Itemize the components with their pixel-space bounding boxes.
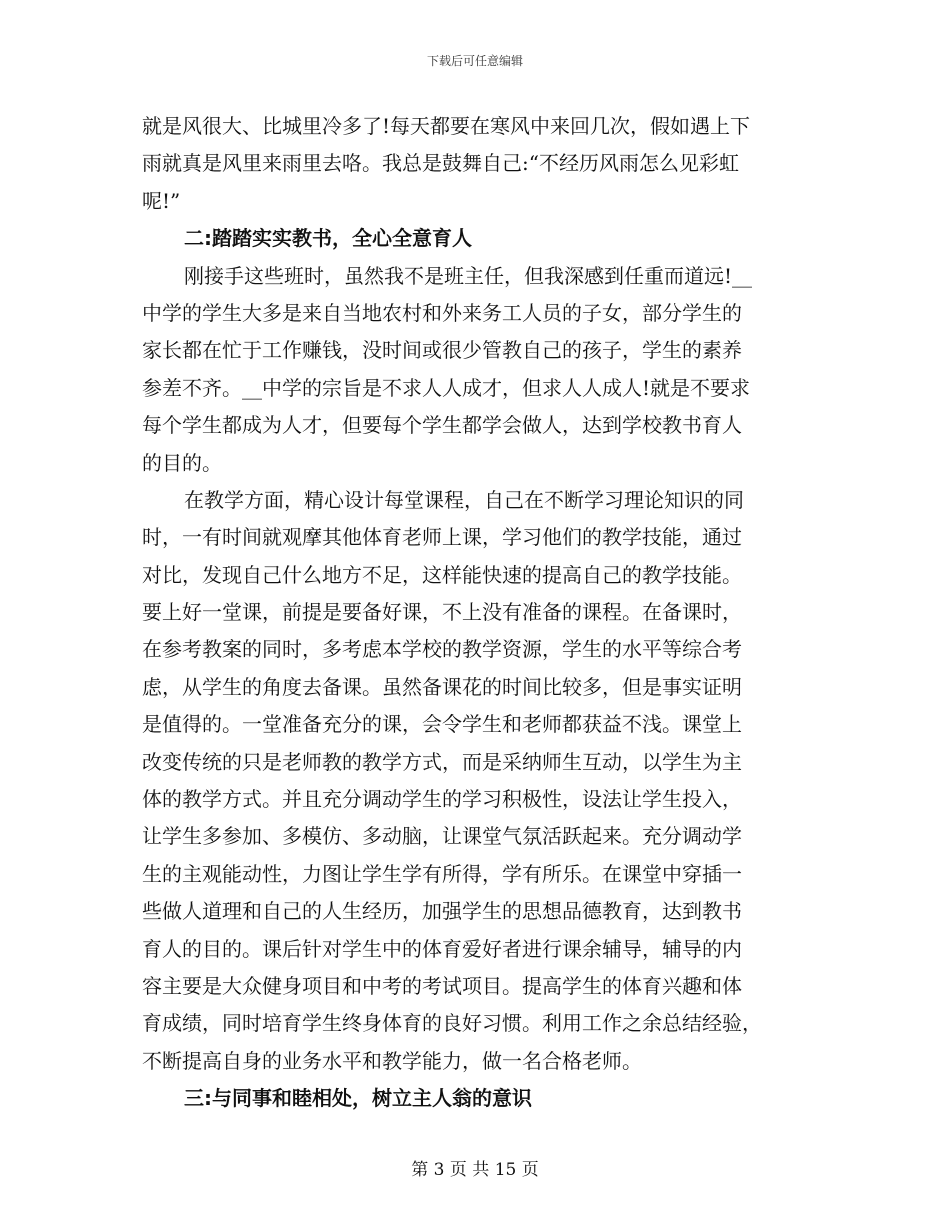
page-header-note: 下载后可任意编辑 — [426, 54, 523, 68]
text-line: 参差不齐。__中学的宗旨是不求人人成才，但求人人成人!就是不要求 — [142, 375, 751, 400]
text-line: 的目的。 — [142, 450, 222, 475]
text-line: 容主要是大众健身项目和中考的考试项目。提高学生的体育兴趣和体 — [142, 973, 742, 998]
text-line: 体的教学方式。并且充分调动学生的学习积极性，设法让学生投入， — [142, 787, 742, 812]
text-line: 就是风很大、比城里冷多了!每天都要在寒风中来回几次，假如遇上下 — [142, 114, 751, 138]
text-line: 在参考教案的同时，多考虑本学校的教学资源，学生的水平等综合考 — [142, 637, 742, 662]
text-line: 时，一有时间就观摩其他体育老师上课，学习他们的教学技能，通过 — [142, 525, 742, 550]
paragraph-first-line: 刚接手这些班时，虽然我不是班主任，但我深感到任重而道远!__ — [184, 263, 753, 288]
paragraph-first-line: 在教学方面，精心设计每堂课程，自己在不断学习理论知识的同 — [184, 487, 744, 512]
text-line: 生的主观能动性，力图让学生学有所得，学有所乐。在课堂中穿插一 — [142, 861, 742, 886]
text-line: 育成绩，同时培育学生终身体育的良好习惯。利用工作之余总结经验， — [142, 1011, 762, 1036]
text-line: 虑，从学生的角度去备课。虽然备课花的时间比较多，但是事实证明 — [142, 674, 742, 699]
text-line: 每个学生都成为人才，但要每个学生都学会做人，达到学校教书育人 — [142, 413, 742, 438]
text-line: 家长都在忙于工作赚钱，没时间或很少管教自己的孩子，学生的素养 — [142, 338, 742, 363]
text-line: 雨就真是风里来雨里去咯。我总是鼓舞自己:“不经历风雨怎么见彩虹 — [142, 151, 739, 176]
text-line: 要上好一堂课，前提是要备好课，不上没有准备的课程。在备课时， — [142, 600, 742, 625]
section-heading: 三:与同事和睦相处，树立主人翁的意识 — [184, 1086, 532, 1111]
text-line: 不断提高自身的业务水平和教学能力，做一名合格老师。 — [142, 1048, 642, 1073]
document-body — [142, 108, 808, 1118]
text-line: 呢!” — [142, 188, 181, 213]
text-line: 育人的目的。课后针对学生中的体育爱好者进行课余辅导，辅导的内 — [142, 936, 742, 961]
text-line: 让学生多参加、多模仿、多动脑，让课堂气氛活跃起来。充分调动学 — [142, 824, 742, 849]
text-line: 中学的学生大多是来自当地农村和外来务工人员的子女，部分学生的 — [142, 300, 742, 325]
text-line: 些做人道理和自己的人生经历，加强学生的思想品德教育，达到教书 — [142, 899, 742, 924]
text-line: 对比，发现自己什么地方不足，这样能快速的提高自己的教学技能。 — [142, 562, 742, 587]
page-number: 第 3 页 共 15 页 — [411, 1160, 539, 1180]
text-line: 改变传统的只是老师教的教学方式，而是采纳师生互动，以学生为主 — [142, 749, 742, 774]
text-line: 是值得的。一堂准备充分的课，会令学生和老师都获益不浅。课堂上 — [142, 712, 742, 737]
section-heading: 二:踏踏实实教书，全心全意育人 — [184, 226, 472, 251]
